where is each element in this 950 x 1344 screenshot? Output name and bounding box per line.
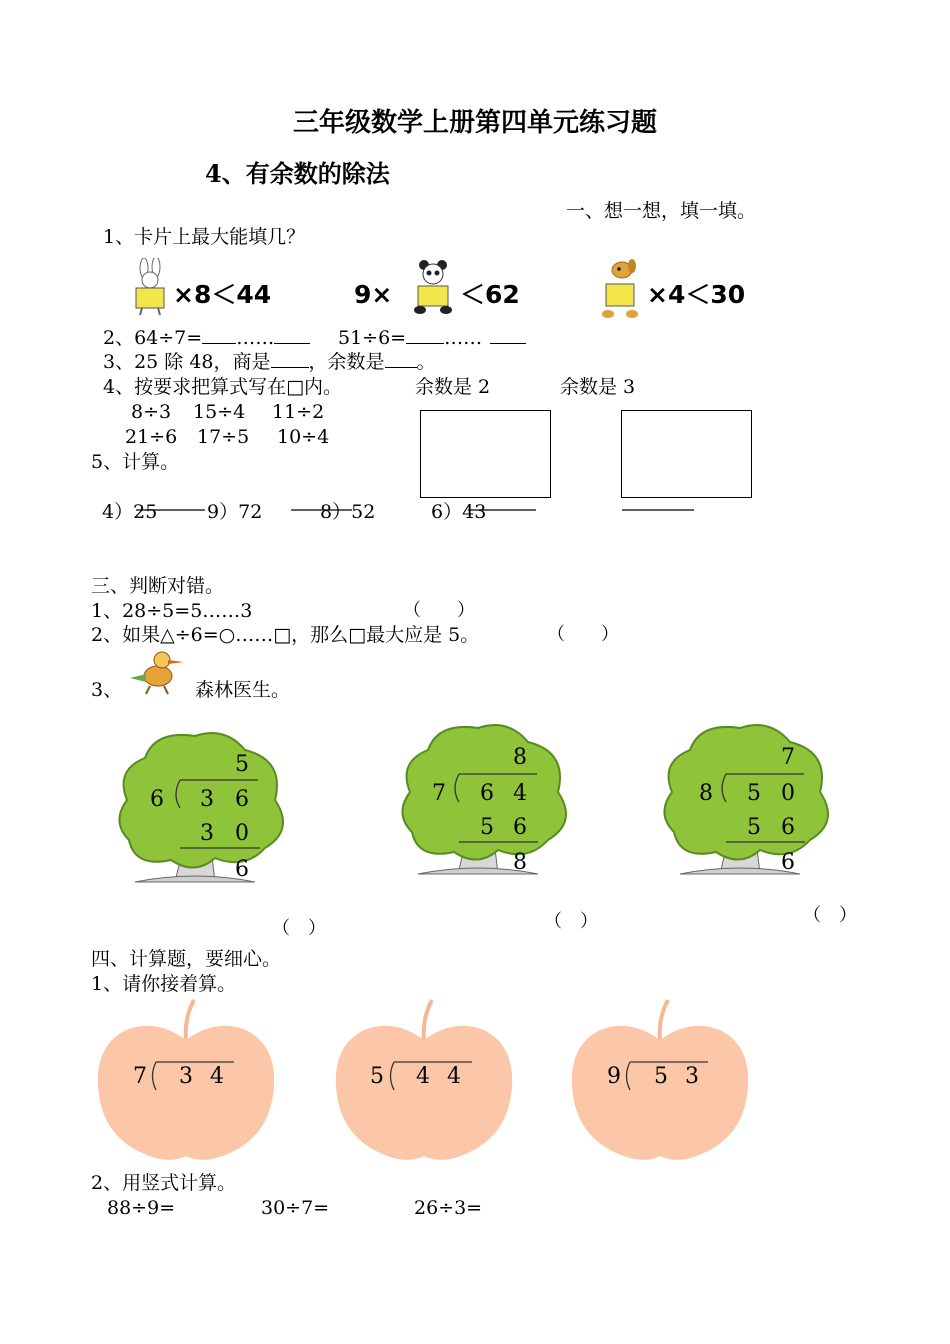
tree-2-dividend-2: 4 [513,781,527,806]
divisor: 6 [431,501,444,523]
card2-prefix: 9× [354,280,393,309]
q4-expr[interactable]: 8÷3 [131,401,172,423]
apple-3-dividend-2: 3 [685,1064,699,1089]
tree-1-product-1: 3 [200,821,214,846]
apple-1-divisor: 7 [133,1064,147,1089]
judge-answer-2[interactable]: （ ） [547,624,619,645]
dividend: 52 [351,501,376,523]
q5-text: 5、计算。 [91,451,180,473]
tree-3-quotient: 7 [781,745,795,770]
apple-2-divisor: 5 [370,1064,384,1089]
q4-label-remainder-3: 余数是 3 [560,376,636,398]
apple-1-dividend-2: 4 [210,1064,224,1089]
q3-part-b: ，余数是 [308,351,385,373]
tree-3-product-2: 6 [781,815,795,840]
section3-heading: 三、判断对错。 [91,575,225,597]
q2-sep-2: …… [444,327,483,349]
divisor: 9 [207,501,220,523]
q1-text: 1、卡片上最大能填几？ [103,226,306,248]
judge-item-3-text: 森林医生。 [195,679,291,701]
tree-1-divisor: 6 [150,787,164,812]
dividend: 72 [238,501,263,523]
q4-expr[interactable]: 10÷4 [277,426,330,448]
division-1[interactable]: 4）25 [102,501,158,523]
q2-sep: …… [236,327,275,349]
vertical-calc-problem[interactable]: 26÷3= [414,1197,483,1219]
section4-q2: 2、用竖式计算。 [91,1172,237,1194]
tree-2-divisor: 7 [432,781,446,806]
q4-label-remainder-2: 余数是 2 [415,376,491,398]
apple-3-dividend-1: 5 [654,1064,668,1089]
vertical-calc-problem[interactable]: 88÷9= [107,1197,176,1219]
q3-part-c: 。 [416,351,436,373]
q3-part-a: 3、25 除 48，商是 [103,351,271,373]
card1-expression: ×8＜44 [173,280,272,309]
card2-expression: ＜62 [460,280,520,309]
tree-3-remainder: 6 [781,850,795,875]
tree-3-divisor: 8 [699,781,713,806]
q4-expr[interactable]: 11÷2 [272,401,325,423]
division-4[interactable]: 6）43 [431,501,487,523]
page-title: 三年级数学上册第四单元练习题 [292,108,657,138]
tree-2-product-1: 5 [480,815,494,840]
q4-text: 4、按要求把算式写在□内。 [103,376,343,398]
section4-heading: 四、计算题，要细心。 [91,948,282,970]
tree-3-answer[interactable]: （ ） [803,905,857,926]
judge-item-1: 1、28÷5=5……3 [91,600,253,622]
q4-expr[interactable]: 21÷6 [125,426,178,448]
tree-3-dividend-1: 5 [747,781,761,806]
page-subtitle: 4、有余数的除法 [205,159,390,188]
tree-1-dividend-2: 6 [235,787,249,812]
tree-3-dividend-2: 0 [781,781,795,806]
q2-part-b: 51÷6= [338,327,407,349]
divisor: 4 [102,501,115,523]
vertical-calc-problem[interactable]: 30÷7= [261,1197,330,1219]
tree-2-product-2: 6 [513,815,527,840]
tree-1-dividend-1: 3 [200,787,214,812]
tree-2-quotient: 8 [513,745,527,770]
q2-part-a: 2、64÷7= [103,327,203,349]
tree-1-product-2: 0 [235,821,249,846]
apple-3-divisor: 9 [607,1064,621,1089]
tree-3-product-1: 5 [747,815,761,840]
apple-2-dividend-1: 4 [416,1064,430,1089]
apple-1-dividend-1: 3 [179,1064,193,1089]
q4-expr[interactable]: 15÷4 [193,401,246,423]
tree-1-remainder: 6 [235,857,249,882]
tree-1-answer[interactable]: （ ） [272,918,326,939]
tree-1-quotient: 5 [235,752,249,777]
judge-answer-1[interactable]: （ ） [403,600,475,621]
judge-item-3-prefix: 3、 [91,679,123,701]
division-2[interactable]: 9）72 [207,501,263,523]
division-3[interactable]: 8）52 [320,501,376,523]
q4-expr[interactable]: 17÷5 [197,426,250,448]
tree-2-dividend-1: 6 [480,781,494,806]
tree-2-remainder: 8 [513,850,527,875]
card3-expression: ×4＜30 [647,280,746,309]
dividend: 43 [462,501,487,523]
tree-2-answer[interactable]: （ ） [544,911,598,932]
section1-heading: 一、想一想，填一填。 [566,200,757,222]
section4-q1: 1、请你接着算。 [91,973,237,995]
apple-2-dividend-2: 4 [447,1064,461,1089]
dividend: 25 [133,501,158,523]
judge-item-2: 2、如果△÷6=○……□，那么□最大应是 5。 [91,624,480,646]
divisor: 8 [320,501,333,523]
